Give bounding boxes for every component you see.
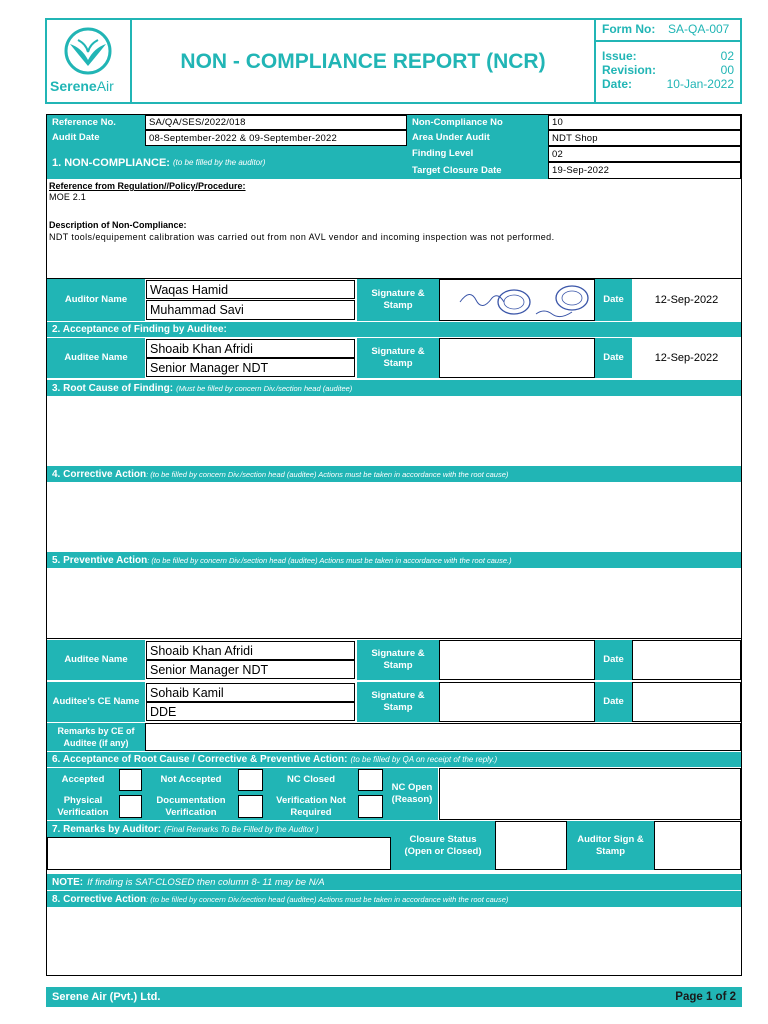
ce-name-1: Sohaib Kamil xyxy=(146,683,355,702)
documentation-verification-checkbox[interactable] xyxy=(238,795,263,818)
section8-title: 8. Corrective Action xyxy=(52,893,147,905)
header-divider-right xyxy=(594,18,596,104)
auditee2-date-value xyxy=(632,640,741,680)
nc-closed-label: NC Closed xyxy=(286,774,336,785)
section5-note: : (to be filled by concern Div./section head (auditee) Actions must be taken in accordance with the root cause.) xyxy=(147,555,512,565)
ref-heading: Reference from Regulation//Policy/Procedure: xyxy=(49,181,246,191)
reference-value: SA/QA/SES/2022/018 xyxy=(145,115,407,130)
auditee-name-1: Shoaib Khan Afridi xyxy=(146,339,355,358)
section6-title: 6. Acceptance of Root Cause / Corrective & Preventive Action: xyxy=(52,754,348,765)
revision-value: 00 xyxy=(720,63,734,77)
logo-text-serene: Serene xyxy=(50,78,97,94)
auditee-date-value: 12-Sep-2022 xyxy=(654,352,719,364)
ref-text: MOE 2.1 xyxy=(49,192,86,202)
auditor-remarks-area[interactable] xyxy=(47,837,391,870)
section1-header xyxy=(47,146,407,179)
area-label: Area Under Audit xyxy=(407,130,548,146)
finding-level-label: Finding Level xyxy=(407,146,548,162)
auditee-name-2: Senior Manager NDT xyxy=(146,358,355,377)
issue-label: Issue: xyxy=(602,49,637,63)
section2-header xyxy=(47,322,741,337)
section3-note: (Must be filled by concern Div./section head (auditee) xyxy=(176,383,353,393)
section3-header xyxy=(47,380,741,396)
ce-signature-area xyxy=(439,682,595,722)
target-closure-label: Target Closure Date xyxy=(407,162,548,179)
section7-title: 7. Remarks by Auditor: xyxy=(52,823,162,835)
remarks-ce-label: Remarks by CE of Auditee (if any) xyxy=(47,723,145,751)
reference-label: Reference No. xyxy=(47,115,145,130)
nc-open-label: NC Open (Reason) xyxy=(391,782,433,805)
verification-not-required-checkbox[interactable] xyxy=(358,795,383,818)
ce-date-value xyxy=(632,682,741,722)
audit-date-label: Audit Date xyxy=(47,130,145,146)
form-no-label: Form No: xyxy=(602,22,656,36)
remarks-ce-area[interactable] xyxy=(145,723,741,751)
signature-stamp-icon xyxy=(440,280,596,322)
auditor-sig-label: Signature & Stamp xyxy=(357,279,439,321)
header-divider-form xyxy=(594,40,742,42)
auditor-signature-area xyxy=(439,279,595,321)
section5-header xyxy=(47,552,741,568)
auditor-date-label: Date xyxy=(595,279,632,321)
section1-title: 1. NON-COMPLIANCE: xyxy=(52,156,170,169)
company-logo xyxy=(48,26,128,102)
auditor-sign-area[interactable] xyxy=(654,821,741,870)
desc-text: NDT tools/equipement calibration was carried out from non AVL vendor and incoming inspection was not performed. xyxy=(49,232,555,242)
section4-header xyxy=(47,466,741,482)
bird-logo-icon xyxy=(48,26,128,76)
nc-no-value: 10 xyxy=(548,115,741,130)
logo-text-air: Air xyxy=(96,78,114,94)
auditor-name-2: Muhammad Savi xyxy=(146,300,355,320)
note-label: NOTE: xyxy=(52,876,84,888)
section8-header xyxy=(47,891,741,907)
closure-status-area[interactable] xyxy=(495,821,567,870)
ce-name-label: Auditee's CE Name xyxy=(47,682,145,722)
section1-note: (to be filled by the auditor) xyxy=(172,158,266,167)
section3-title: 3. Root Cause of Finding: xyxy=(52,382,174,394)
note-text: If finding is SAT-CLOSED then column 8- 11 may be N/A xyxy=(87,876,325,888)
section8-note: : (to be filled by concern Div./section head (auditee) Actions must be taken in accordance with the root cause) xyxy=(146,894,509,904)
section5-divider xyxy=(46,638,742,639)
auditee2-signature-area xyxy=(439,640,595,680)
auditee2-date-label: Date xyxy=(595,640,632,680)
nc-open-reason-area[interactable] xyxy=(439,768,741,820)
nc-no-label: Non-Compliance No xyxy=(407,115,548,130)
section6-header xyxy=(47,752,741,767)
form-no-value: SA-QA-007 xyxy=(668,22,730,36)
auditor-name-label: Auditor Name xyxy=(47,279,145,321)
section2-title: 2. Acceptance of Finding by Auditee: xyxy=(52,324,227,335)
audit-date-value: 08-September-2022 & 09-September-2022 xyxy=(145,130,407,146)
accepted-label: Accepted xyxy=(61,774,105,785)
accepted-checkbox[interactable] xyxy=(119,769,142,791)
ce-sig-label: Signature & Stamp xyxy=(357,682,439,722)
auditor-date-value: 12-Sep-2022 xyxy=(654,294,719,306)
section7-header xyxy=(47,821,391,837)
ce-name-2: DDE xyxy=(146,702,355,721)
ce-date-label: Date xyxy=(595,682,632,722)
auditee-date-label: Date xyxy=(595,338,632,378)
finding-level-value: 02 xyxy=(548,146,741,162)
target-closure-value: 19-Sep-2022 xyxy=(548,162,741,179)
auditee2-name-label: Auditee Name xyxy=(47,640,145,680)
section4-note: : (to be filled by concern Div./section head (auditee) Actions must be taken in accordance with the root cause) xyxy=(146,469,509,479)
date-value: 10-Jan-2022 xyxy=(666,77,734,91)
auditor-name-1: Waqas Hamid xyxy=(146,280,355,299)
footer-company: Serene Air (Pvt.) Ltd. xyxy=(52,991,161,1003)
revision-label: Revision: xyxy=(602,63,657,77)
auditee2-name-1: Shoaib Khan Afridi xyxy=(146,641,355,660)
auditor-sign-label: Auditor Sign & Stamp xyxy=(567,821,654,870)
physical-verification-label: Physical Verification xyxy=(57,794,109,818)
page-title: NON - COMPLIANCE REPORT (NCR) xyxy=(180,50,546,73)
root-cause-area[interactable] xyxy=(47,396,741,466)
section5-title: 5. Preventive Action xyxy=(52,554,148,566)
corrective-action-2-area[interactable] xyxy=(47,907,741,975)
desc-heading: Description of Non-Compliance: xyxy=(49,220,187,230)
section6-note: (to be filled by QA on receipt of the reply.) xyxy=(350,755,498,764)
auditee-signature-area xyxy=(439,338,595,378)
preventive-action-area[interactable] xyxy=(47,568,741,638)
not-accepted-label: Not Accepted xyxy=(160,774,222,785)
auditee2-name-2: Senior Manager NDT xyxy=(146,660,355,679)
documentation-verification-label: Documentation Verification xyxy=(156,794,226,818)
note-row xyxy=(47,874,741,890)
auditee2-sig-label: Signature & Stamp xyxy=(357,640,439,680)
area-value: NDT Shop xyxy=(548,130,741,146)
not-accepted-checkbox[interactable] xyxy=(238,769,263,791)
section4-title: 4. Corrective Action xyxy=(52,468,147,480)
closure-status-label: Closure Status (Open or Closed) xyxy=(391,821,495,870)
auditee-sig-label: Signature & Stamp xyxy=(357,338,439,378)
footer-bar xyxy=(46,987,742,1007)
auditee-name-label: Auditee Name xyxy=(47,338,145,378)
nc-closed-checkbox[interactable] xyxy=(358,769,383,791)
date-label: Date: xyxy=(602,77,633,91)
physical-verification-checkbox[interactable] xyxy=(119,795,142,818)
footer-page: Page 1 of 2 xyxy=(675,991,736,1003)
verification-not-required-label: Verification Not Required xyxy=(276,794,346,818)
section7-note: (Final Remarks To Be Filled by the Auditor ) xyxy=(164,824,319,834)
issue-value: 02 xyxy=(720,49,734,63)
corrective-action-area[interactable] xyxy=(47,482,741,552)
